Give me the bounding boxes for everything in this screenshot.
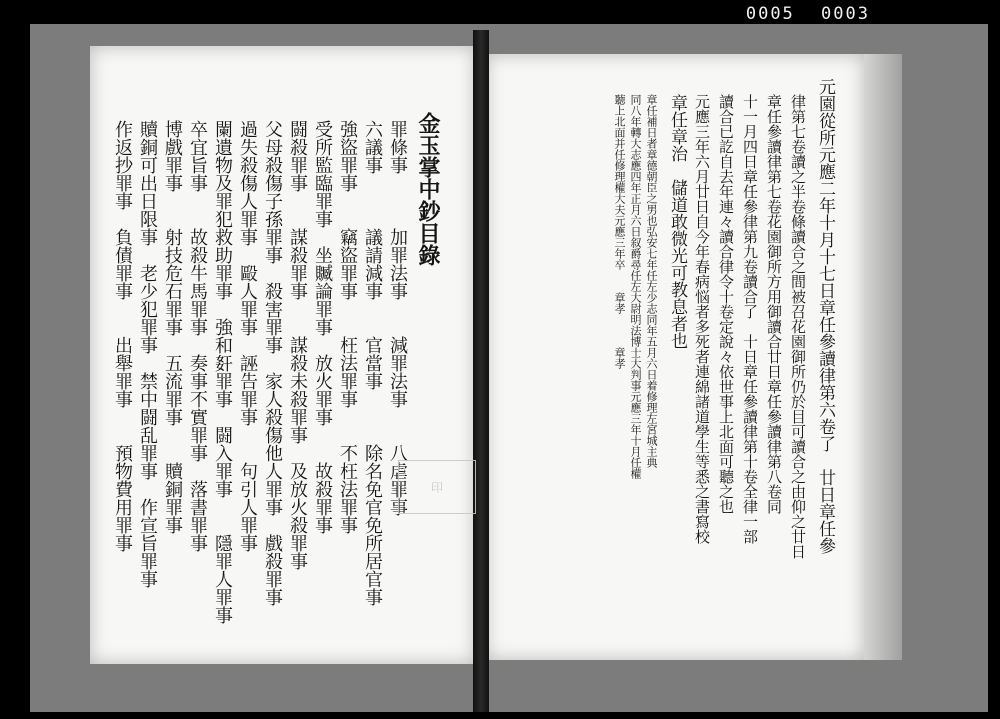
contents-column: 罪條事 加罪法事 減罪法事 八虐罪事 [387,120,408,516]
contents-title: 金玉掌中鈔目錄 [415,112,441,266]
contents-column: 博戲罪事 射技危石罪事 五流罪事 贖銅罪事 [162,120,183,534]
book-gutter [473,30,489,712]
contents-column: 作返抄罪事 負債罪事 出舉罪事 預物費用罪事 [112,120,133,552]
seal-stamp: 印 [398,460,476,514]
text-column: 律第七卷讀之半卷條讀合之間被召花園御所仍於目可讀合之由仰之廿日 [789,94,807,559]
text-column: 章任章治 儲道敢微光可教息者也 [667,94,687,349]
text-column: 同八年轉大志應四年正月六日叙爵尋任左大尉明法博士大判事元應三年十月任權 [629,94,642,479]
text-column: 元園從所元應二年十月十七日章任參讀律第六卷了 廿日章任參 [815,78,835,554]
contents-column: 闌遺物及罪犯救助罪事 強和姧罪事 闘入罪事 隱罪人罪事 [212,120,233,624]
contents-column: 過失殺傷人罪事 毆人罪事 誣告罪事 句引人罪事 [237,120,258,552]
frame-number-page: 0003 [821,4,870,24]
text-column: 章任參讀律第七卷花園御所方用御讀合廿日章任參讀律第八卷同 [765,94,783,514]
right-page [486,54,864,660]
page-stack-edge [862,54,902,660]
frame-number-reel: 0005 [745,4,795,24]
contents-column: 強盜罪事 竊盜罪事 枉法罪事 不枉法罪事 [337,120,358,534]
contents-column: 受所監臨罪事 坐贓論罪事 放火罪事 故殺罪事 [312,120,333,534]
text-column: 讀合已訖自去年連々讀合律令十卷定說々依世事上北面可聽之也 [717,94,735,514]
left-page [90,46,475,664]
text-column: 十一月四日章任參律第九卷讀合了 十日章任參讀律第十卷全律一部 [741,94,759,544]
contents-column: 贖銅可出日限事 老少犯罪事 禁中闘乱罪事 作宣旨罪事 [137,120,158,588]
contents-column: 闘殺罪事 謀殺罪事 謀殺未殺罪事 及放火殺罪事 [287,120,308,570]
text-column: 章任補日者章德朝臣之男也弘安七年任左少志同年五月六日着修理左宮城主典 [645,94,658,468]
contents-column: 六議事 議請減事 官當事 除名免官免所居官事 [362,120,383,606]
contents-column: 卒宜旨事 故殺牛馬罪事 奏事不實罪事 落書罪事 [187,120,208,552]
text-column: 元應三年六月廿日自今年春病悩者多死者連綿諸道學生等悉之書寫校 [693,94,711,544]
microfilm-frame-number [732,4,870,24]
contents-column: 父母殺傷子孫罪事 殺害罪事 家人殺傷他人罪事 戲殺罪事 [262,120,283,606]
text-column: 聽上北面并任修理權大夫元應三年卒 章孝 章孝 [613,94,626,369]
